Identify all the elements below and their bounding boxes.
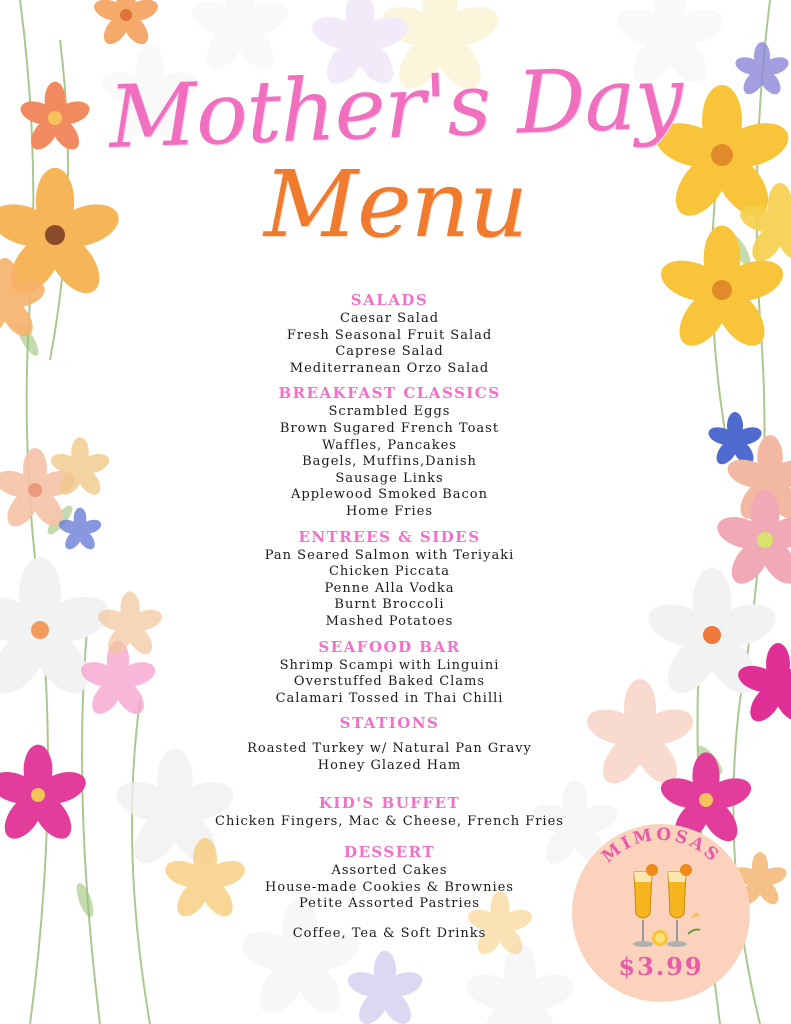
- menu-item: Caesar Salad: [339, 311, 440, 326]
- section-heading-breakfast: BREAKFAST CLASSICS: [278, 384, 501, 403]
- section-heading-stations: STATIONS: [339, 714, 440, 733]
- menu-item: Overstuffed Baked Clams: [293, 674, 486, 690]
- menu-item: Burnt Broccoli: [334, 597, 445, 613]
- badge-label-arc: [598, 825, 724, 868]
- champagne-glasses-icon: [633, 864, 700, 947]
- menu-item: Shrimp Scampi with Linguini: [279, 657, 500, 673]
- menu-item: Sausage Links: [335, 470, 444, 486]
- section-heading-kids: KID'S BUFFET: [318, 794, 461, 813]
- section-entrees-sides: [0, 526, 779, 631]
- menu-item: Roasted Turkey w/ Natural Pan Gravy: [247, 741, 532, 757]
- menu-item: Caprese Salad: [335, 344, 444, 360]
- menu-item: Waffles, Pancakes: [322, 437, 457, 453]
- menu-item: House-made Cookies & Brownies: [265, 879, 514, 895]
- menu-item: Bagels, Muffins,Danish: [302, 454, 477, 470]
- menu-item: Mediterranean Orzo Salad: [289, 360, 490, 376]
- title-menu: Menu: [263, 151, 528, 258]
- menu-item: Fresh Seasonal Fruit Salad: [286, 327, 493, 343]
- section-breakfast-classics: [0, 382, 779, 520]
- menu-item-drinks: Coffee, Tea & Soft Drinks: [292, 925, 487, 941]
- menu-item: Chicken Fingers, Mac & Cheese, French Fries: [215, 814, 564, 830]
- menu-item: Petite Assorted Pastries: [299, 896, 480, 912]
- section-seafood-bar: [0, 636, 779, 708]
- menu-item: Chicken Piccata: [328, 564, 451, 580]
- menu-item: Pan Seared Salmon with Teriyaki: [264, 547, 515, 563]
- section-heading-dessert: DESSERT: [343, 843, 436, 862]
- menu-item: Honey Glazed Ham: [317, 757, 462, 773]
- menu-item: Brown Sugared French Toast: [279, 420, 500, 436]
- menu-item: Assorted Cakes: [331, 863, 448, 879]
- title-mothers-day: Mother's Day: [107, 48, 684, 168]
- menu-item: Mashed Potatoes: [325, 613, 454, 629]
- section-salads: [0, 289, 779, 377]
- section-heading-seafood: SEAFOOD BAR: [318, 637, 461, 656]
- menu-item: Scrambled Eggs: [328, 404, 451, 420]
- mimosas-price-badge: [572, 824, 750, 1002]
- menu-item: Home Fries: [345, 503, 434, 519]
- badge-label: MIMOSAS: [598, 824, 725, 868]
- mimosa-price: $3.99: [618, 952, 704, 981]
- menu-item: Penne Alla Vodka: [324, 580, 455, 596]
- section-stations: [0, 712, 779, 774]
- section-heading-salads: SALADS: [350, 291, 429, 309]
- menu-item: Applewood Smoked Bacon: [291, 487, 488, 503]
- section-heading-entrees: ENTREES & SIDES: [298, 527, 481, 546]
- menu-item: Calamari Tossed in Thai Chilli: [275, 690, 504, 706]
